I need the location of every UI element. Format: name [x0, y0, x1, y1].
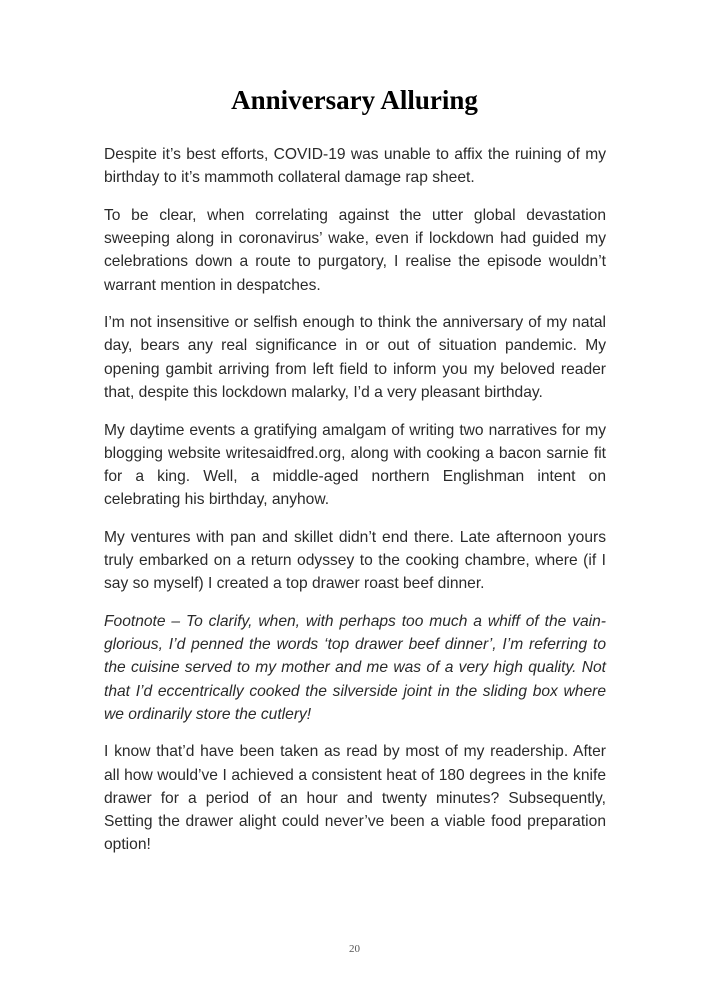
- footnote-paragraph: Footnote – To clarify, when, with perhaps too much a whiff of the vain-glorious, I’d penned the words ‘top drawer beef dinner’, I’m referring to the cuisine served to my mother and me was of a very high quality. Not that I’d eccentrically cooked the silverside joint in the sliding box where we ordinarily store the cutlery!: [104, 612, 606, 723]
- paragraph: My daytime events a gratifying amalgam of writing two narratives for my blogging website writesaidfred.org, along with cooking a bacon sarnie fit for a king. Well, a middle-aged northern Englishman intent on celebrating his birthday, anyhow.: [104, 421, 606, 509]
- page-number: 20: [349, 943, 360, 955]
- body-text: [104, 143, 606, 871]
- paragraph: I know that’d have been taken as read by most of my readership. After all how would’ve I achieved a consistent heat of 180 degrees in the knife drawer for a period of an hour and twenty minutes? Subsequently, Setting the drawer alight could never’ve been a viable food preparation option!: [104, 743, 606, 854]
- page-title: Anniversary Alluring: [231, 85, 478, 115]
- paragraph: I’m not insensitive or selfish enough to think the anniversary of my natal day, bears any real significance in or out of situation pandemic. My opening gambit arriving from left field to inform you my beloved reader that, despite this lockdown malarky, I’d a very pleasant birthday.: [104, 314, 606, 401]
- paragraph: My ventures with pan and skillet didn’t end there. Late afternoon yours truly embarked on a return odyssey to the cooking chambre, where (if I say so myself) I created a top drawer roast beef dinner.: [104, 528, 606, 593]
- paragraph: Despite it’s best efforts, COVID-19 was unable to affix the ruining of my birthday to it’s mammoth collateral damage rap sheet.: [104, 146, 606, 187]
- paragraph: To be clear, when correlating against the utter global devastation sweeping along in coronavirus’ wake, even if lockdown had guided my celebrations down a route to purgatory, I realise the episode wouldn’t warrant mention in despatches.: [104, 206, 606, 294]
